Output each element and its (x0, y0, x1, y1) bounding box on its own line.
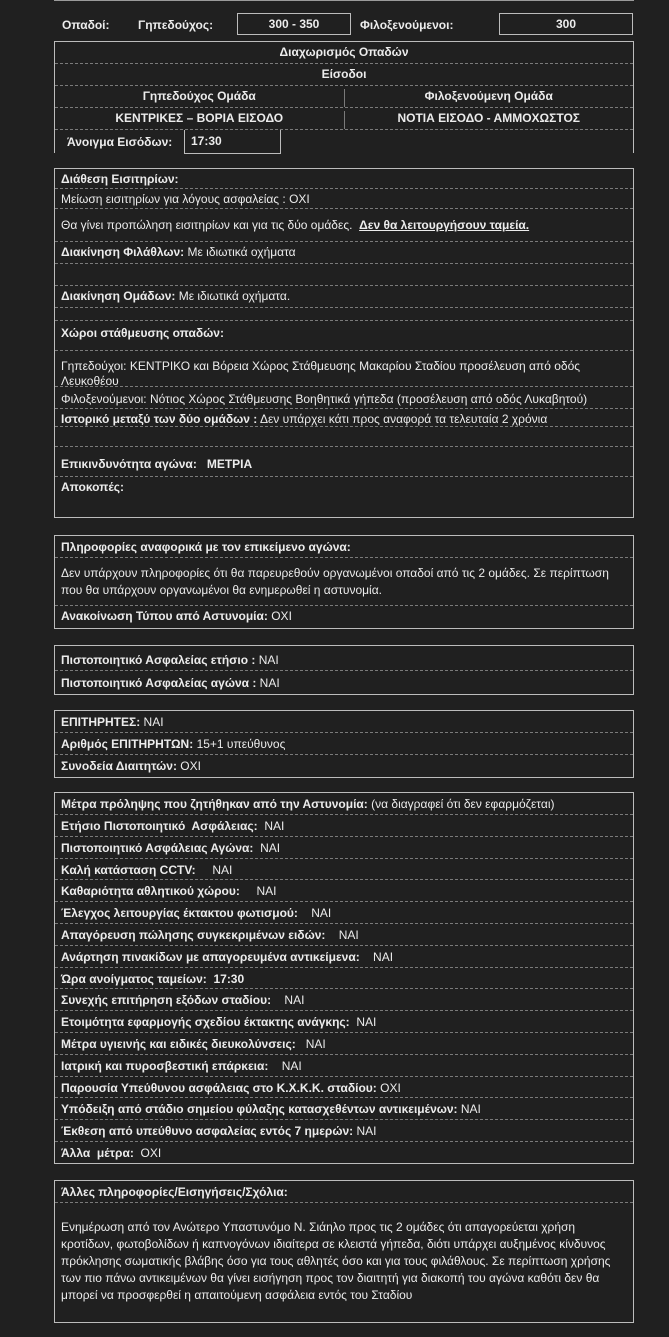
measure-label: Άλλα μέτρα: (61, 1145, 134, 1160)
away-count-box: 300 (499, 13, 633, 35)
home-count-box: 300 - 350 (237, 13, 351, 35)
measure-value: ΝΑΙ (268, 1058, 302, 1073)
measure-row (55, 1120, 633, 1142)
teams-transport-row (55, 286, 633, 308)
stewards-label: ΕΠΙΤΗΡΗΤΕΣ: (61, 715, 141, 729)
measure-row (55, 968, 633, 990)
separation-title: Διαχωρισμός Οπαδών (55, 42, 633, 64)
stewards-count-row (55, 733, 633, 755)
measure-row (55, 1098, 633, 1120)
stewards-section (54, 710, 634, 778)
referees-row (55, 755, 633, 777)
tickets-title: Διάθεση Εισιτηρίων: (55, 169, 633, 189)
history-row (55, 409, 633, 427)
measure-label: Έκθεση από υπεύθυνο ασφαλείας εντός 7 ημερών: (61, 1124, 354, 1139)
stewards-row (55, 711, 633, 733)
team-headers (55, 86, 633, 108)
measure-row (55, 989, 633, 1011)
risk-label: Επικινδυνότητα αγώνα: (61, 457, 197, 471)
measure-value: ΟΧΙ (376, 1080, 401, 1095)
tickets-section (54, 168, 634, 518)
match-cert-label: Πιστοποιητικό Ασφαλείας αγώνα : (61, 676, 257, 690)
gates-time-box: 17:30 (184, 130, 281, 154)
parking-home: Γηπεδούχοι: ΚΕΝΤΡΙΚΟ και Βόρεια Χώρος Στάθμευσης Μακαρίου Σταδίου προσέλευση από οδός Λευκοθέου (55, 351, 633, 387)
fans-label: Οπαδοί: (62, 18, 110, 32)
certs-section (54, 645, 634, 695)
referees-label: Συνοδεία Διαιτητών: (61, 759, 177, 773)
measure-value: ΝΑΙ (457, 1102, 481, 1117)
measure-value: ΝΑΙ (325, 927, 359, 942)
info-section (54, 535, 634, 629)
separation-section (54, 41, 634, 153)
measures-title-row (55, 793, 633, 815)
info-title: Πληροφορίες αναφορικά με τον επικείμενο αγώνα: (55, 536, 633, 558)
measure-row (55, 1033, 633, 1055)
away-entrance: ΝΟΤΙΑ ΕΙΣΟΔΟ - ΑΜΜΟΧΩΣΤΟΣ (397, 111, 581, 125)
parking-away: Φιλοξενούμενοι: Νότιος Χώρος Στάθμευσης Βοηθητικά γήπεδα (προσέλευση από οδός Λυκαβητού) (55, 387, 633, 409)
gates-row (55, 130, 633, 154)
measure-value: ΝΑΙ (195, 862, 233, 877)
measure-label: Ανάρτηση πινακίδων με απαγορευμένα αντικείμενα: (61, 949, 360, 964)
info-text: Δεν υπάρχουν πληροφορίες ότι θα παρευρεθούν οργανωμένοι οπαδοί από τις 2 ομάδες. Σε περίπτωση που θα υπάρχουν οργανωμένοι θα ενημερωθεί η αστυνομία. (55, 558, 633, 606)
ticket-reduction: Μείωση εισιτηρίων για λόγους ασφαλείας : ΟΧΙ (55, 189, 633, 209)
measure-row (55, 880, 633, 902)
annual-cert-row (55, 646, 633, 671)
measures-title-note: (να διαγραφεί ότι δεν εφαρμόζεται) (367, 797, 555, 811)
home-team-label: Γηπεδούχος Ομάδα (55, 89, 345, 107)
measure-value: ΝΑΙ (295, 1036, 326, 1051)
fans-transport-value: Με ιδιωτικά οχήματα (184, 245, 296, 259)
comments-section (54, 1180, 634, 1323)
measure-label: Παρουσία Υπεύθυνου ασφάλειας στο Κ.Χ.Κ.Κ. σταδίου: (61, 1080, 377, 1095)
measure-label: Συνεχής επιτήρηση εξόδων σταδίου: (61, 993, 272, 1008)
home-label: Γηπεδούχος: (138, 18, 214, 32)
measures-section (54, 792, 634, 1164)
measure-label: Υπόδειξη από στάδιο σημείου φύλαξης κατασχεθέντων αντικειμένων: (61, 1102, 458, 1117)
stewards-value: ΝΑΙ (140, 715, 164, 729)
measure-row (55, 859, 633, 881)
history-value: Δεν υπάρχει κάτι προς αναφορά τα τελευταία 2 χρόνια (257, 412, 548, 426)
entrance-values (55, 108, 633, 130)
measure-row (55, 1142, 633, 1164)
match-cert-row (55, 671, 633, 694)
gates-label: Άνοιγμα Εισόδων: (67, 135, 173, 149)
measure-value: ΟΧΙ (133, 1145, 162, 1160)
measure-value: ΝΑΙ (359, 949, 394, 964)
away-team-label: Φιλοξενούμενη Ομάδα (424, 89, 553, 103)
annual-cert-label: Πιστοποιητικό Ασφαλείας ετήσιο : (61, 653, 256, 667)
history-label: Ιστορικό μεταξύ των δύο ομάδων : (61, 412, 258, 426)
measure-label: Ετήσιο Πιστοποιητικό Ασφάλειας: (61, 819, 258, 833)
stewards-count-label: Αριθμός ΕΠΙΤΗΡΗΤΩΝ: (61, 737, 194, 751)
teams-transport-value: Με ιδιωτικά οχήματα. (175, 289, 291, 303)
measure-label: Ιατρική και πυροσβεστική επάρκεια: (61, 1058, 269, 1073)
fans-transport-label: Διακίνηση Φιλάθλων: (61, 245, 185, 259)
match-cert-value: ΝΑΙ (256, 676, 280, 690)
entrances-title: Είσοδοι (55, 64, 633, 86)
home-entrance: ΚΕΝΤΡΙΚΕΣ – ΒΟΡΙΑ ΕΙΣΟΔΟ (55, 111, 345, 129)
empty-row (55, 308, 633, 321)
empty-row (55, 427, 633, 447)
measure-row (55, 902, 633, 924)
cuts-label: Αποκοπές: (61, 480, 124, 494)
teams-transport-label: Διακίνηση Ομάδων: (61, 289, 176, 303)
fans-header (54, 11, 634, 37)
presale-text: Θα γίνει προπώληση εισιτηρίων και για τις δύο ομάδες. (61, 218, 353, 232)
presale-row (55, 209, 633, 242)
measure-value: ΝΑΙ (297, 906, 332, 921)
referees-value: ΟΧΙ (176, 759, 201, 773)
measure-value: ΝΑΙ (257, 819, 285, 833)
measure-label: Πιστοποιητικό Ασφάλειας Αγώνα: (61, 840, 254, 855)
top-rule (54, 0, 634, 1)
measures-title: Μέτρα πρόληψης που ζητήθηκαν από την Αστυνομία: (61, 797, 368, 811)
measure-row (55, 837, 633, 859)
cashiers-note: Δεν θα λειτουργήσουν ταμεία. (359, 218, 530, 232)
measure-label: Ώρα ανοίγματος ταμείων: 17:30 (61, 971, 245, 986)
measure-value: ΝΑΙ (349, 1015, 377, 1030)
measure-label: Έλεγχος λειτουργίας έκτακτου φωτισμού: (61, 906, 298, 921)
empty-row (55, 264, 633, 286)
fans-transport-row (55, 242, 633, 264)
measure-label: Ετοιμότητα εφαρμογής σχεδίου έκτακτης ανάγκης: (61, 1015, 350, 1030)
measure-row (55, 1077, 633, 1099)
measure-row (55, 1011, 633, 1033)
measure-label: Καλή κατάσταση CCTV: (61, 862, 196, 877)
away-label: Φιλοξενούμενοι: (360, 18, 454, 32)
measure-row (55, 946, 633, 968)
press-value: ΟΧΙ (267, 609, 292, 623)
press-label: Ανακοίνωση Τύπου από Αστυνομία: (61, 609, 268, 623)
measure-label: Απαγόρευση πώλησης συγκεκριμένων ειδών: (61, 927, 326, 942)
parking-title: Χώροι στάθμευσης οπαδών: (55, 321, 633, 351)
press-row (55, 606, 633, 628)
measure-label: Καθαριότητα αθλητικού χώρου: (61, 884, 240, 899)
risk-row (55, 447, 633, 477)
comments-title: Άλλες πληροφορίες/Εισηγήσεις/Σχόλια: (55, 1181, 633, 1203)
measure-row (55, 1055, 633, 1077)
measure-value: ΝΑΙ (253, 840, 281, 855)
measure-value: ΝΑΙ (353, 1124, 377, 1139)
measure-value: ΝΑΙ (271, 993, 305, 1008)
risk-value: ΜΕΤΡΙΑ (206, 457, 253, 471)
measure-row (55, 924, 633, 946)
measure-label: Μέτρα υγιεινής και ειδικές διευκολύνσεις: (61, 1036, 296, 1051)
annual-cert-value: ΝΑΙ (255, 653, 279, 667)
measure-list (55, 815, 633, 1164)
stewards-count-value: 15+1 υπεύθυνος (193, 737, 286, 751)
measure-row (55, 815, 633, 837)
measure-value: ΝΑΙ (239, 884, 277, 899)
comments-text: Ενημέρωση από τον Ανώτερο Υπαστυνόμο Ν. Σιάηλο προς τις 2 ομάδες ότι απαγορεύεται χρήση κροτίδων, φωτοβολίδων ή καπνογόνων ιδιαίτερα σε κλειστά γήπεδα, διότι υπάρχει αυξημένος κίνδυνος πρόκλησης σωματικής βλάβης όσο για τους αθλητές όσο και για τους φιλάθλους. Σε περίπτωση χρήσης των πιο πάνω αντικειμένων θα γίνει εισήγηση προς τον διαιτητή για διακοπή του αγώνα καθότι δεν θα μπορεί να προσφερθεί η απαιτούμενη ασφάλεια εντός του Σταδίου (61, 1220, 611, 1302)
